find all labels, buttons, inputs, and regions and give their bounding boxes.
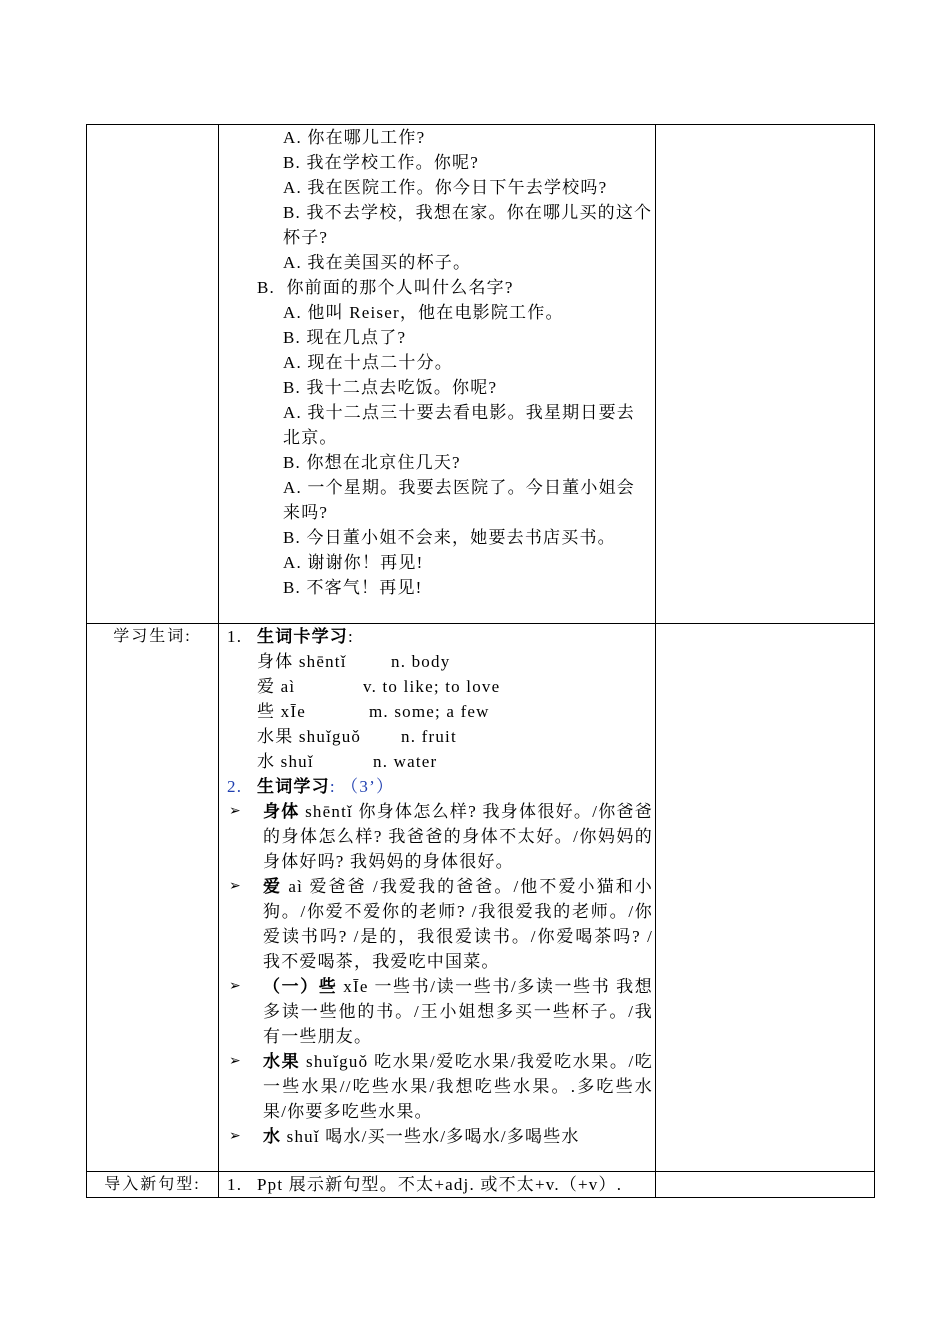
vocab-bullet <box>219 874 655 974</box>
vocab-word: 身体 shēntǐ <box>257 652 347 671</box>
vocab-word: 爱 aì <box>257 677 296 696</box>
dialogue-line: A. 你在哪儿工作? <box>283 128 426 147</box>
arrow-bullet-icon: ➢ <box>229 879 242 894</box>
bullet-head: （一）些 <box>263 977 338 996</box>
vocab-word: 水果 shuǐguǒ <box>257 727 362 746</box>
vocab-bullet <box>219 799 655 874</box>
step-1-heading <box>219 624 655 649</box>
dialogue-content-cell <box>219 125 656 624</box>
lesson-plan-table <box>86 124 875 1198</box>
vocab-entry <box>219 724 655 749</box>
step-2-heading <box>219 774 655 799</box>
dialogue-line: B. 我不去学校，我想在家。你在哪儿买的这个杯子? <box>283 203 653 247</box>
dialogue-line: B. 我十二点去吃饭。你呢? <box>283 378 498 397</box>
new-sentence-row <box>87 1172 875 1198</box>
dialogue-line: B. 今日董小姐不会来，她要去书店买书。 <box>283 528 616 547</box>
vocab-entry <box>219 649 655 674</box>
step-text: Ppt 展示新句型。不太+adj. 或不太+v.（+v）. <box>257 1175 623 1194</box>
dialogue-line: B. 我在学校工作。你呢? <box>283 153 479 172</box>
bullet-head: 爱 <box>263 877 283 896</box>
bullet-text: 吃水果/爱吃水果/我爱吃水果。/吃一些水果//吃些水果/我想吃些水果。.多吃些水果/你要多吃些水果。 <box>263 1052 653 1121</box>
arrow-bullet-icon: ➢ <box>229 1129 242 1144</box>
vocab-bullet <box>219 974 655 1049</box>
bullet-text: 你身体怎么样? 我身体很好。/你爸爸的身体怎么样? 我爸爸的身体不太好。/你妈妈的身体好吗? 我妈妈的身体很好。 <box>263 802 653 871</box>
vocab-word: 水 shuǐ <box>257 752 314 771</box>
arrow-bullet-icon: ➢ <box>229 1054 242 1069</box>
group-b-title: 你前面的那个人叫什么名字? <box>286 278 514 297</box>
step-title: 生词学习 <box>257 777 330 796</box>
bullet-text: 爱爸爸 /我爱我的爸爸。/他不爱小猫和小狗。/你爱不爱你的老师? /我很爱我的老师。/你爱读书吗? /是的，我很爱读书。/你爱喝茶吗? /我不爱喝茶，我爱吃中国菜。 <box>263 877 653 971</box>
new-sentence-notes-cell <box>656 1172 875 1198</box>
new-sentence-content-cell <box>219 1172 656 1198</box>
bullet-text: 喝水/买一些水/多喝水/多喝些水 <box>325 1127 580 1146</box>
bullet-head: 水 <box>263 1127 282 1146</box>
dialogue-line: A. 一个星期。我要去医院了。今日董小姐会来吗? <box>283 478 635 522</box>
dialogue-line: A. 我十二点三十要去看电影。我星期日要去北京。 <box>283 403 635 447</box>
vocab-bullet <box>219 1124 655 1149</box>
step-number: 1. <box>227 1175 243 1194</box>
step-number: 2. <box>227 777 243 796</box>
bullet-head: 身体 <box>263 802 300 821</box>
section-label: 导入新句型: <box>104 1176 201 1193</box>
step-1-line <box>219 1172 655 1197</box>
dialogue-line: B. 不客气！再见! <box>283 578 423 597</box>
dialogue-group-b-heading <box>219 275 655 300</box>
vocab-bullet <box>219 1049 655 1124</box>
vocab-meaning: n. fruit <box>401 727 457 746</box>
step-number: 1. <box>227 627 243 646</box>
dialogue-line: B. 现在几点了? <box>283 328 407 347</box>
dialogue-line: A. 我在美国买的杯子。 <box>283 253 472 272</box>
dialogue-line: A. 谢谢你！再见! <box>283 553 424 572</box>
vocab-meaning: n. body <box>391 652 451 671</box>
dialogue-line: A. 他叫 Reiser，他在电影院工作。 <box>283 303 564 322</box>
vocab-entry <box>219 699 655 724</box>
dialogue-notes-cell <box>656 125 875 624</box>
step-title: 生词卡学习 <box>257 627 348 646</box>
vocab-content-cell <box>219 624 656 1172</box>
group-b-marker: B. <box>257 278 275 297</box>
vocab-word: 些 xĪe <box>257 702 306 721</box>
vocab-meaning: n. water <box>373 752 438 771</box>
step-colon: : <box>348 627 354 646</box>
bullet-text: 一些书/读一些书/多读一些书 我想多读一些他的书。/王小姐想多买一些杯子。/我有一些朋友。 <box>263 977 653 1046</box>
bullet-pinyin: shuǐ <box>281 1127 326 1146</box>
bullet-pinyin: aì <box>282 877 310 896</box>
bullet-pinyin: xĪe <box>337 977 375 996</box>
arrow-bullet-icon: ➢ <box>229 979 242 994</box>
arrow-bullet-icon: ➢ <box>229 804 242 819</box>
bullet-pinyin: shēntǐ <box>299 802 359 821</box>
vocab-entry <box>219 749 655 774</box>
vocab-meaning: m. some; a few <box>369 702 490 721</box>
vocab-notes-cell <box>656 624 875 1172</box>
section-label: 学习生词: <box>113 628 192 645</box>
vocab-entry <box>219 674 655 699</box>
bullet-pinyin: shuǐguǒ <box>300 1052 375 1071</box>
dialogue-line: A. 现在十点二十分。 <box>283 353 453 372</box>
vocab-label-cell <box>87 624 219 1172</box>
vocab-row <box>87 624 875 1172</box>
dialogue-line: A. 我在医院工作。你今日下午去学校吗? <box>283 178 608 197</box>
step-time: : （3’） <box>329 777 395 796</box>
dialogue-label-cell <box>87 125 219 624</box>
dialogue-row <box>87 125 875 624</box>
bullet-head: 水果 <box>263 1052 301 1071</box>
vocab-meaning: v. to like; to love <box>363 677 501 696</box>
dialogue-line: B. 你想在北京住几天? <box>283 453 461 472</box>
new-sentence-label-cell <box>87 1172 219 1198</box>
